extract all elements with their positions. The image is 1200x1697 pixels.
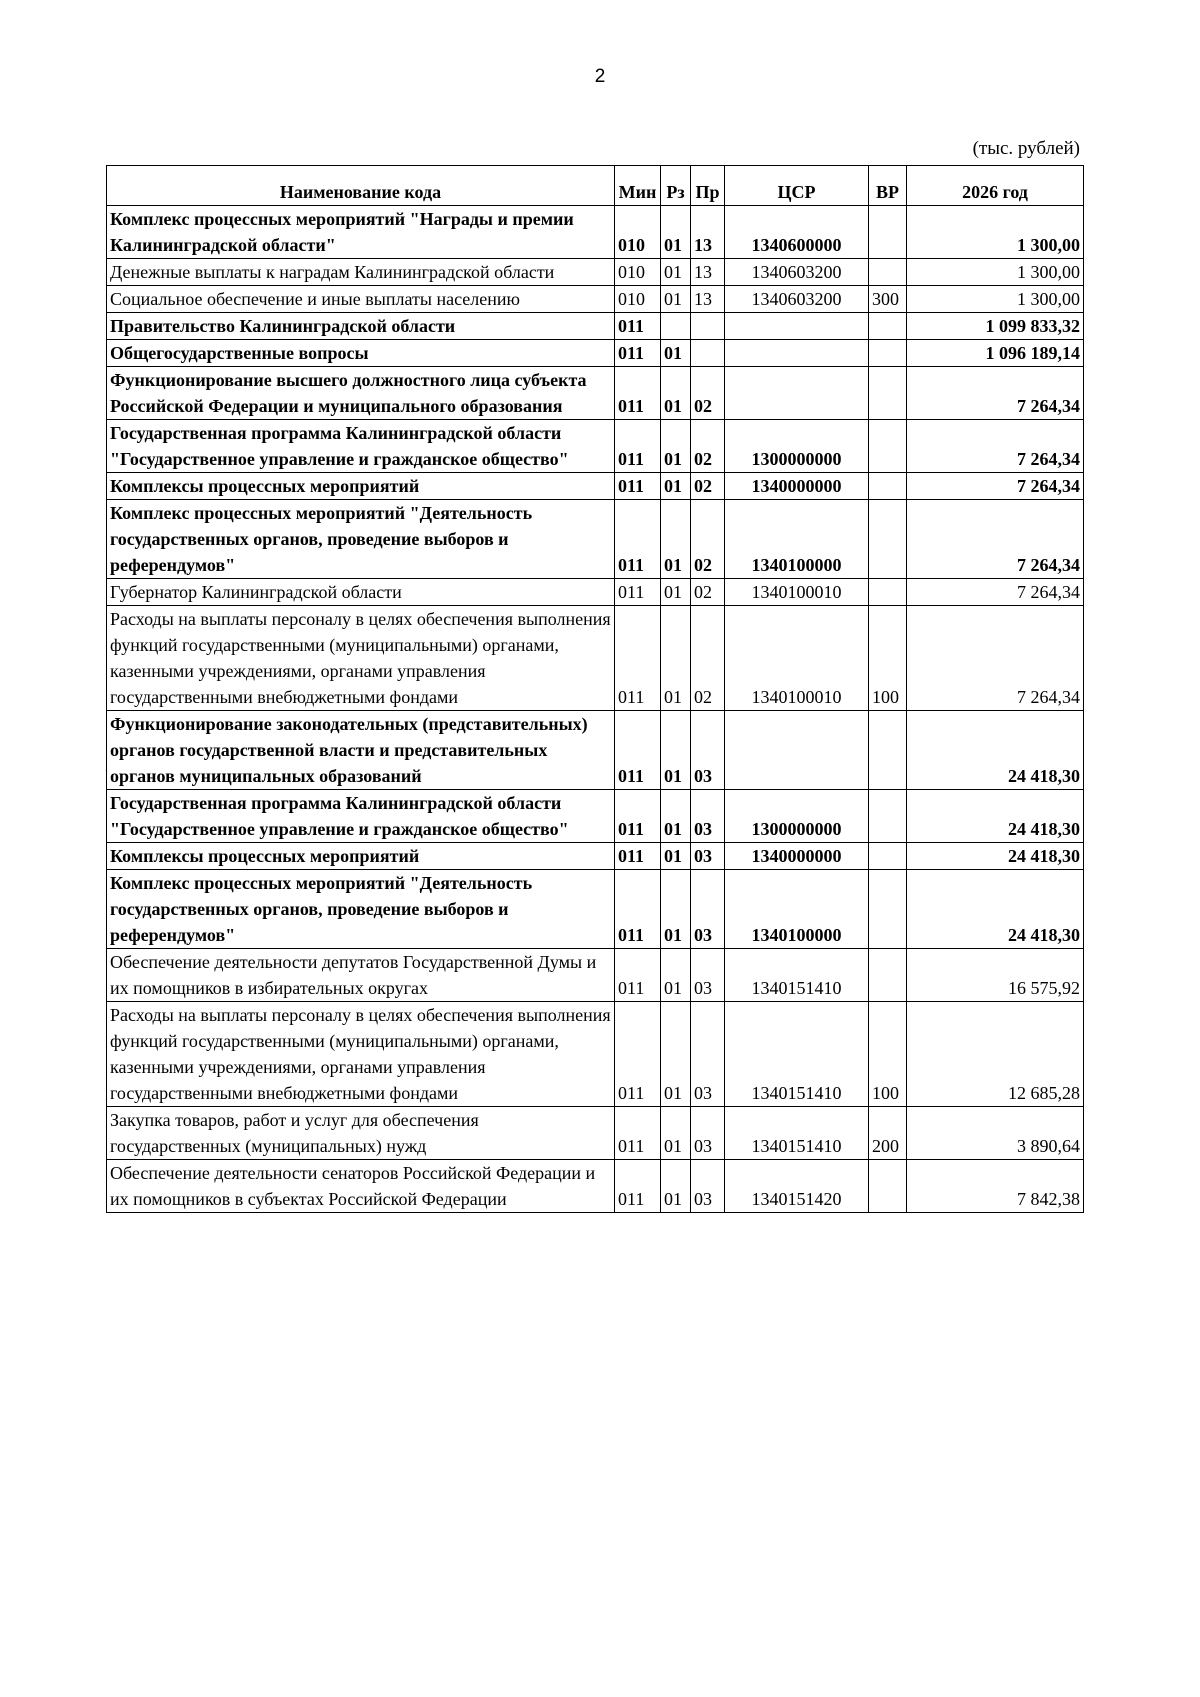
row-pr — [691, 340, 725, 367]
row-min: 010 — [615, 286, 661, 313]
row-amount: 7 264,34 — [907, 420, 1084, 473]
row-min: 011 — [615, 500, 661, 579]
row-amount: 7 842,38 — [907, 1160, 1084, 1213]
row-name: Расходы на выплаты персоналу в целях обеспечения выполнения функций государственными (муниципальными) органами, казенными учреждениями, органами управления государственными внебюджетными фондами — [107, 1002, 615, 1107]
table-row — [107, 1002, 1084, 1107]
row-pr: 03 — [691, 1107, 725, 1160]
row-name: Обеспечение деятельности депутатов Государственной Думы и их помощников в избирательных округах — [107, 949, 615, 1002]
row-rz: 01 — [661, 790, 691, 843]
row-vr — [869, 843, 907, 870]
table-row — [107, 711, 1084, 790]
row-name: Функционирование законодательных (представительных) органов государственной власти и представительных органов муниципальных образований — [107, 711, 615, 790]
row-name: Комплекс процессных мероприятий "Награды и премии Калининградской области" — [107, 206, 615, 259]
row-min: 011 — [615, 473, 661, 500]
table-row — [107, 500, 1084, 579]
row-pr: 13 — [691, 286, 725, 313]
row-csr: 1340100010 — [725, 579, 869, 606]
table-row — [107, 949, 1084, 1002]
row-name: Губернатор Калининградской области — [107, 579, 615, 606]
row-pr: 03 — [691, 1160, 725, 1213]
row-vr — [869, 259, 907, 286]
row-pr: 02 — [691, 500, 725, 579]
table-row — [107, 606, 1084, 711]
row-min: 010 — [615, 259, 661, 286]
row-min: 011 — [615, 1107, 661, 1160]
row-csr: 1340100010 — [725, 606, 869, 711]
row-rz: 01 — [661, 949, 691, 1002]
row-rz: 01 — [661, 340, 691, 367]
row-rz: 01 — [661, 420, 691, 473]
row-rz: 01 — [661, 579, 691, 606]
row-pr: 02 — [691, 367, 725, 420]
row-rz: 01 — [661, 1002, 691, 1107]
row-csr — [725, 340, 869, 367]
row-csr — [725, 711, 869, 790]
row-rz: 01 — [661, 206, 691, 259]
row-min: 011 — [615, 790, 661, 843]
header-amount: 2026 год — [907, 166, 1084, 206]
header-row — [107, 166, 1084, 206]
row-rz: 01 — [661, 843, 691, 870]
row-vr — [869, 206, 907, 259]
row-vr — [869, 1160, 907, 1213]
row-rz: 01 — [661, 367, 691, 420]
row-vr — [869, 313, 907, 340]
table-row — [107, 1160, 1084, 1213]
table-row — [107, 340, 1084, 367]
row-name: Комплекс процессных мероприятий "Деятельность государственных органов, проведение выборов и референдумов" — [107, 870, 615, 949]
row-min: 011 — [615, 367, 661, 420]
row-vr — [869, 473, 907, 500]
row-pr: 03 — [691, 870, 725, 949]
table-row — [107, 473, 1084, 500]
row-vr — [869, 340, 907, 367]
header-name: Наименование кода — [107, 166, 615, 206]
table-row — [107, 313, 1084, 340]
row-vr: 100 — [869, 1002, 907, 1107]
row-amount: 1 300,00 — [907, 206, 1084, 259]
row-amount: 7 264,34 — [907, 500, 1084, 579]
row-amount: 24 418,30 — [907, 870, 1084, 949]
row-csr: 1340603200 — [725, 286, 869, 313]
budget-table — [106, 165, 1084, 1213]
table-row — [107, 1107, 1084, 1160]
row-name: Закупка товаров, работ и услуг для обеспечения государственных (муниципальных) нужд — [107, 1107, 615, 1160]
table-row — [107, 870, 1084, 949]
row-csr: 1340151420 — [725, 1160, 869, 1213]
row-amount: 1 096 189,14 — [907, 340, 1084, 367]
row-min: 011 — [615, 313, 661, 340]
row-pr: 03 — [691, 790, 725, 843]
page-number: 2 — [594, 66, 606, 87]
row-csr: 1340000000 — [725, 843, 869, 870]
row-name: Обеспечение деятельности сенаторов Российской Федерации и их помощников в субъектах Российской Федерации — [107, 1160, 615, 1213]
header-csr: ЦСР — [725, 166, 869, 206]
row-min: 011 — [615, 870, 661, 949]
row-name: Государственная программа Калининградской области "Государственное управление и гражданское общество" — [107, 420, 615, 473]
row-pr — [691, 313, 725, 340]
row-rz: 01 — [661, 1160, 691, 1213]
header-pr: Пр — [691, 166, 725, 206]
row-amount: 7 264,34 — [907, 579, 1084, 606]
row-min: 011 — [615, 606, 661, 711]
table-row — [107, 259, 1084, 286]
row-csr: 1340000000 — [725, 473, 869, 500]
row-rz: 01 — [661, 473, 691, 500]
row-rz: 01 — [661, 500, 691, 579]
row-amount: 7 264,34 — [907, 606, 1084, 711]
row-vr: 200 — [869, 1107, 907, 1160]
row-rz: 01 — [661, 1107, 691, 1160]
row-csr: 1340100000 — [725, 500, 869, 579]
row-vr: 300 — [869, 286, 907, 313]
table-row — [107, 286, 1084, 313]
row-amount: 1 300,00 — [907, 259, 1084, 286]
row-rz: 01 — [661, 870, 691, 949]
row-min: 011 — [615, 949, 661, 1002]
header-min: Мин — [615, 166, 661, 206]
row-vr — [869, 367, 907, 420]
row-pr: 13 — [691, 259, 725, 286]
row-min: 011 — [615, 340, 661, 367]
row-name: Комплексы процессных мероприятий — [107, 473, 615, 500]
row-rz: 01 — [661, 259, 691, 286]
row-rz: 01 — [661, 606, 691, 711]
row-min: 011 — [615, 420, 661, 473]
row-csr: 1340151410 — [725, 1002, 869, 1107]
row-amount: 1 099 833,32 — [907, 313, 1084, 340]
row-vr: 100 — [869, 606, 907, 711]
row-min: 011 — [615, 1160, 661, 1213]
row-csr: 1340151410 — [725, 1107, 869, 1160]
row-pr: 03 — [691, 843, 725, 870]
header-vr: ВР — [869, 166, 907, 206]
row-name: Государственная программа Калининградской области "Государственное управление и гражданское общество" — [107, 790, 615, 843]
row-pr: 13 — [691, 206, 725, 259]
row-min: 011 — [615, 711, 661, 790]
row-csr — [725, 313, 869, 340]
row-vr — [869, 579, 907, 606]
table-body — [107, 206, 1084, 1213]
row-rz — [661, 313, 691, 340]
row-name: Денежные выплаты к наградам Калининградской области — [107, 259, 615, 286]
row-amount: 24 418,30 — [907, 790, 1084, 843]
row-min: 011 — [615, 843, 661, 870]
units-label: (тыс. рублей) — [972, 138, 1080, 159]
row-pr: 02 — [691, 473, 725, 500]
row-rz: 01 — [661, 286, 691, 313]
row-vr — [869, 949, 907, 1002]
row-vr — [869, 790, 907, 843]
row-vr — [869, 711, 907, 790]
row-csr: 1340600000 — [725, 206, 869, 259]
header-rz: Рз — [661, 166, 691, 206]
row-amount: 3 890,64 — [907, 1107, 1084, 1160]
row-pr: 02 — [691, 606, 725, 711]
row-csr: 1340100000 — [725, 870, 869, 949]
row-name: Правительство Калининградской области — [107, 313, 615, 340]
table-row — [107, 367, 1084, 420]
row-min: 011 — [615, 1002, 661, 1107]
row-amount: 24 418,30 — [907, 711, 1084, 790]
row-pr: 02 — [691, 579, 725, 606]
row-amount: 7 264,34 — [907, 367, 1084, 420]
row-name: Функционирование высшего должностного лица субъекта Российской Федерации и муниципального образования — [107, 367, 615, 420]
row-csr: 1340151410 — [725, 949, 869, 1002]
row-amount: 1 300,00 — [907, 286, 1084, 313]
table-row — [107, 843, 1084, 870]
row-pr: 03 — [691, 1002, 725, 1107]
row-amount: 7 264,34 — [907, 473, 1084, 500]
row-vr — [869, 500, 907, 579]
row-name: Комплекс процессных мероприятий "Деятельность государственных органов, проведение выборов и референдумов" — [107, 500, 615, 579]
row-pr: 02 — [691, 420, 725, 473]
row-name: Социальное обеспечение и иные выплаты населению — [107, 286, 615, 313]
row-vr — [869, 870, 907, 949]
row-rz: 01 — [661, 711, 691, 790]
table-row — [107, 206, 1084, 259]
table-row — [107, 790, 1084, 843]
row-pr: 03 — [691, 949, 725, 1002]
row-name: Расходы на выплаты персоналу в целях обеспечения выполнения функций государственными (муниципальными) органами, казенными учреждениями, органами управления государственными внебюджетными фондами — [107, 606, 615, 711]
row-csr: 1300000000 — [725, 420, 869, 473]
row-min: 011 — [615, 579, 661, 606]
row-min: 010 — [615, 206, 661, 259]
row-amount: 12 685,28 — [907, 1002, 1084, 1107]
table-row — [107, 420, 1084, 473]
row-csr: 1340603200 — [725, 259, 869, 286]
row-csr: 1300000000 — [725, 790, 869, 843]
row-name: Комплексы процессных мероприятий — [107, 843, 615, 870]
row-csr — [725, 367, 869, 420]
row-vr — [869, 420, 907, 473]
table-row — [107, 579, 1084, 606]
row-pr: 03 — [691, 711, 725, 790]
row-amount: 16 575,92 — [907, 949, 1084, 1002]
row-amount: 24 418,30 — [907, 843, 1084, 870]
row-name: Общегосударственные вопросы — [107, 340, 615, 367]
